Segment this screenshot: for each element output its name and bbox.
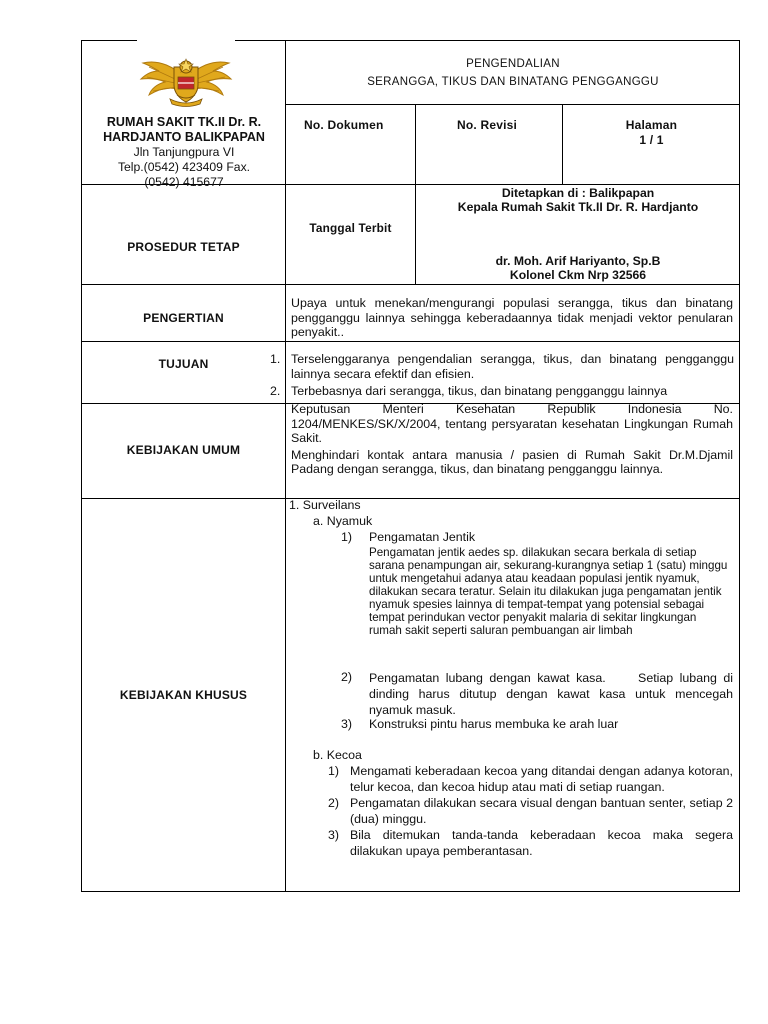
tujuan-item-text: Terselenggaranya pengendalian serangga, tikus, dan binatang pengganggu lainnya secara efektif dan efisien. — [291, 352, 734, 381]
tujuan-label: TUJUAN — [158, 357, 209, 371]
halaman-value: 1 / 1 — [639, 133, 664, 147]
kecoa-item-number: 2) — [328, 796, 340, 810]
title-line-2: SERANGGA, TIKUS DAN BINATANG PENGGANGGU — [367, 76, 659, 88]
tujuan-list — [270, 352, 734, 399]
kecoa-item — [328, 764, 733, 795]
no-dokumen-label: No. Dokumen — [304, 118, 384, 132]
jentik-text: Pengamatan jentik aedes sp. dilakukan secara berkala di setiap sarana penampungan air, sekurang-kurangnya setiap 1 (satu) minggu untuk mengetahui adanya atau keadaan populasi jentik nyamuk, dilakukan secara teratur. Selain itu dilakukan juga pengamatan jentik nyamuk spesies lainnya di tempat-tempat yang potensial sebagai tempat perindukan vector penyakit malaria di sekitar lingkungan rumah sakit seperti saluran pembuangan air limbah — [369, 546, 728, 637]
tujuan-item-text: Terbebasnya dari serangga, tikus, dan binatang pengganggu lainnya — [291, 384, 668, 398]
tujuan-item — [270, 384, 734, 399]
pintu-text: Konstruksi pintu harus membuka ke arah luar — [369, 717, 619, 731]
row-divider — [82, 341, 740, 342]
hospital-name: RUMAH SAKIT TK.II Dr. R. HARDJANTO BALIKPAPAN — [103, 115, 265, 144]
sop-document — [81, 40, 740, 892]
tanggal-terbit-label: Tanggal Terbit — [309, 221, 392, 235]
kebijakan-umum-label: KEBIJAKAN UMUM — [126, 443, 241, 457]
lubang-text: Pengamatan lubang dengan kawat kasa. Setiap lubang di dinding harus ditutup dengan kawat kasa untuk mencegah nyamuk masuk. — [369, 671, 737, 717]
signer-name: dr. Moh. Arif Hariyanto, Sp.B — [495, 254, 661, 268]
kebijakan-umum-para-1: Keputusan Menteri Kesehatan Republik Indonesia No. 1204/MENKES/SK/X/2004, tentang persyaratan kesehatan Lingkungan Rumah Sakit. — [291, 402, 733, 445]
kecoa-heading: b. Kecoa — [313, 748, 362, 762]
jentik-title: Pengamatan Jentik — [369, 530, 476, 544]
document-title — [286, 55, 740, 91]
halaman-label: Halaman — [625, 118, 678, 132]
title-line-1: PENGENDALIAN — [466, 58, 560, 70]
nyamuk-heading: a. Nyamuk — [313, 514, 373, 528]
row-divider — [285, 104, 740, 105]
border-gap — [137, 39, 235, 43]
kecoa-list — [328, 764, 733, 859]
pengertian-label: PENGERTIAN — [143, 311, 224, 325]
hospital-phone: Telp.(0542) 423409 Fax. (0542) 415677 — [117, 160, 251, 189]
prosedur-tetap-label: PROSEDUR TETAP — [127, 240, 240, 254]
kecoa-item — [328, 796, 733, 827]
kecoa-item-number: 3) — [328, 828, 340, 842]
pintu-number: 3) — [341, 717, 353, 731]
column-divider — [415, 104, 416, 184]
lubang-number: 2) — [341, 670, 353, 684]
ditetapkan-text: Ditetapkan di : Balikpapan — [501, 186, 655, 200]
kecoa-item-text: Bila ditemukan tanda-tanda keberadaan kecoa maka segera dilakukan upaya pemberantasan. — [350, 828, 733, 858]
kecoa-item-text: Mengamati keberadaan kecoa yang ditandai dengan adanya kotoran, telur kecoa, dan kecoa hidup atau mati di setiap ruangan. — [350, 764, 733, 794]
signer-rank: Kolonel Ckm Nrp 32566 — [509, 268, 647, 282]
row-divider — [82, 498, 740, 499]
kebijakan-umum-para-2: Menghindari kontak antara manusia / pasien di Rumah Sakit Dr.M.Djamil Padang dengan serangga, tikus, dan binatang pengganggu lainnya. — [291, 447, 733, 476]
jentik-number: 1) — [341, 530, 353, 544]
kepala-text: Kepala Rumah Sakit Tk.II Dr. R. Hardjanto — [457, 200, 699, 214]
kecoa-item — [328, 828, 733, 859]
kebijakan-umum-content — [291, 402, 733, 477]
tujuan-item-number: 1. — [270, 352, 281, 366]
pengertian-text: Upaya untuk menekan/mengurangi populasi serangga, tikus dan binatang pengganggu lainnya sehingga keberadaannya tidak menjadi vektor penularan penyakit.. — [291, 296, 733, 339]
row-divider — [82, 284, 740, 285]
tujuan-item — [270, 352, 734, 381]
surveilans-heading: 1. Surveilans — [289, 498, 361, 512]
kecoa-item-text: Pengamatan dilakukan secara visual dengan bantuan senter, setiap 2 (dua) minggu. — [350, 796, 733, 826]
hospital-emblem-logo — [137, 49, 235, 109]
kebijakan-khusus-label: KEBIJAKAN KHUSUS — [119, 688, 248, 702]
column-divider — [285, 41, 286, 892]
tujuan-item-number: 2. — [270, 384, 281, 398]
hospital-address: Jln Tanjungpura VI — [133, 145, 235, 159]
kecoa-item-number: 1) — [328, 764, 340, 778]
no-revisi-label: No. Revisi — [457, 118, 518, 132]
hospital-info — [86, 115, 282, 190]
